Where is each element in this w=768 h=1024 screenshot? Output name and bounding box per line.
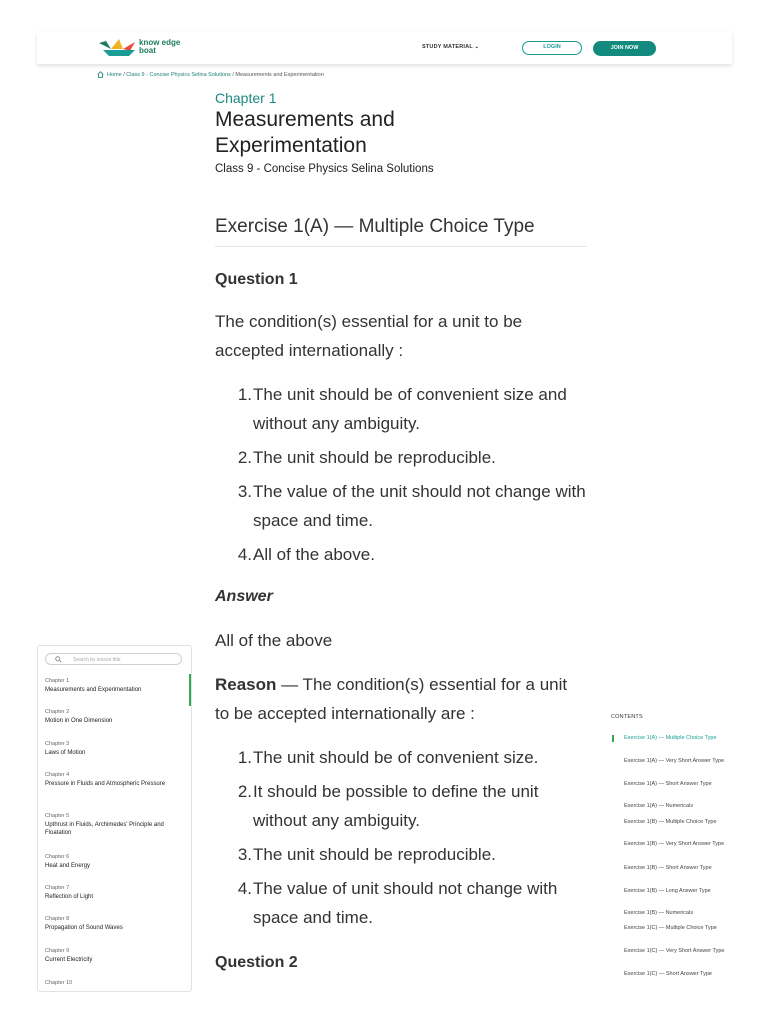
list-item: 1. The unit should be of convenient size. [237, 748, 539, 767]
question-1-heading: Question 1 [215, 271, 298, 288]
toc-item[interactable]: Exercise 1(C) — Very Short Answer Type [624, 948, 725, 954]
home-icon[interactable] [97, 71, 104, 78]
exercise-heading: Exercise 1(A) — Multiple Choice Type [215, 216, 535, 237]
list-item: 4. The value of unit should not change with space and time. [237, 879, 558, 927]
page-title: Measurements and Experimentation [215, 108, 395, 157]
question-2-heading: Question 2 [215, 954, 298, 971]
toc-item[interactable]: Exercise 1(A) — Multiple Choice Type [612, 735, 734, 742]
list-item: 4. All of the above. [237, 545, 375, 564]
search-input[interactable] [71, 655, 175, 665]
page-subtitle: Class 9 - Concise Physics Selina Solutions [215, 163, 434, 175]
toc-item[interactable]: Exercise 1(A) — Short Answer Type [624, 781, 712, 787]
breadcrumb-current: Measurements and Experimentation [235, 71, 324, 78]
toc-item[interactable]: Exercise 1(B) — Long Answer Type [624, 888, 711, 894]
question-1-text: The condition(s) essential for a unit to be accepted internationally : [215, 312, 523, 360]
divider [215, 246, 587, 247]
toc-item[interactable]: Exercise 1(B) — Multiple Choice Type [624, 819, 717, 825]
list-item: 1. The unit should be of convenient size and without any ambiguity. [237, 385, 567, 433]
reason-label: Reason [215, 675, 277, 694]
breadcrumb: Home / Class 9 - Concise Physics Selina Solutions / Measurements and Experimentation [97, 71, 324, 78]
toc-item[interactable]: Exercise 1(B) — Short Answer Type [624, 865, 712, 871]
toc-item[interactable]: Exercise 1(A) — Numericals [624, 803, 694, 809]
toc-item[interactable]: Exercise 1(A) — Very Short Answer Type [624, 758, 725, 764]
breadcrumb-home[interactable]: Home [107, 71, 122, 78]
list-item: 2. The unit should be reproducible. [237, 448, 496, 467]
join-now-button[interactable]: JOIN NOW [593, 41, 656, 56]
boat-logo-icon [97, 37, 141, 57]
chapter-sidebar: Search by lesson title Chapter 1 Measurements and Experimentation Chapter 2 Motion in One Dimension Chapter 3 Laws of Motion Chapter 4 Pressure in Fluids and Atmospheric Pressure Chapter 5 Upthrust in Fluids, Archimedes' Principle and Floatation Chapter 6 Heat and Energy Chapter 7 Reflection of Light Chapter 8 Propagation of Sound Waves Chapter 9 Current Electricity Chapter 10 [37, 645, 192, 992]
login-button[interactable]: LOGIN [522, 41, 582, 55]
toc-title: CONTENTS [611, 714, 643, 720]
logo-text-line1: know edge [139, 38, 181, 47]
question-1-options [215, 380, 587, 574]
toc-item[interactable]: Exercise 1(C) — Short Answer Type [624, 971, 712, 977]
toc-item[interactable]: Exercise 1(C) — Multiple Choice Type [624, 925, 717, 931]
answer-text: All of the above [215, 631, 333, 650]
reason-text: Reason — The condition(s) essential for a unit to be accepted internationally are : [215, 675, 568, 723]
reason-list [215, 743, 587, 937]
search-box[interactable] [45, 653, 182, 665]
logo-text-line2: boat [139, 46, 156, 55]
search-icon [55, 656, 62, 663]
list-item: 2. It should be possible to define the unit without any ambiguity. [237, 782, 539, 830]
breadcrumb-class[interactable]: Class 9 - Concise Physics Selina Solutions [126, 71, 231, 78]
chapter-label: Chapter 1 [215, 90, 277, 106]
knowledgeboat-logo[interactable] [97, 37, 193, 57]
list-item: 3. The unit should be reproducible. [237, 845, 496, 864]
study-material-menu[interactable]: STUDY MATERIAL ⌄ [422, 44, 480, 50]
answer-label: Answer [215, 588, 273, 605]
top-navbar [37, 32, 732, 64]
toc-item[interactable]: Exercise 1(B) — Very Short Answer Type [624, 841, 725, 847]
toc-item[interactable]: Exercise 1(B) — Numericals [624, 910, 694, 916]
list-item: 3. The value of the unit should not change with space and time. [237, 482, 586, 530]
